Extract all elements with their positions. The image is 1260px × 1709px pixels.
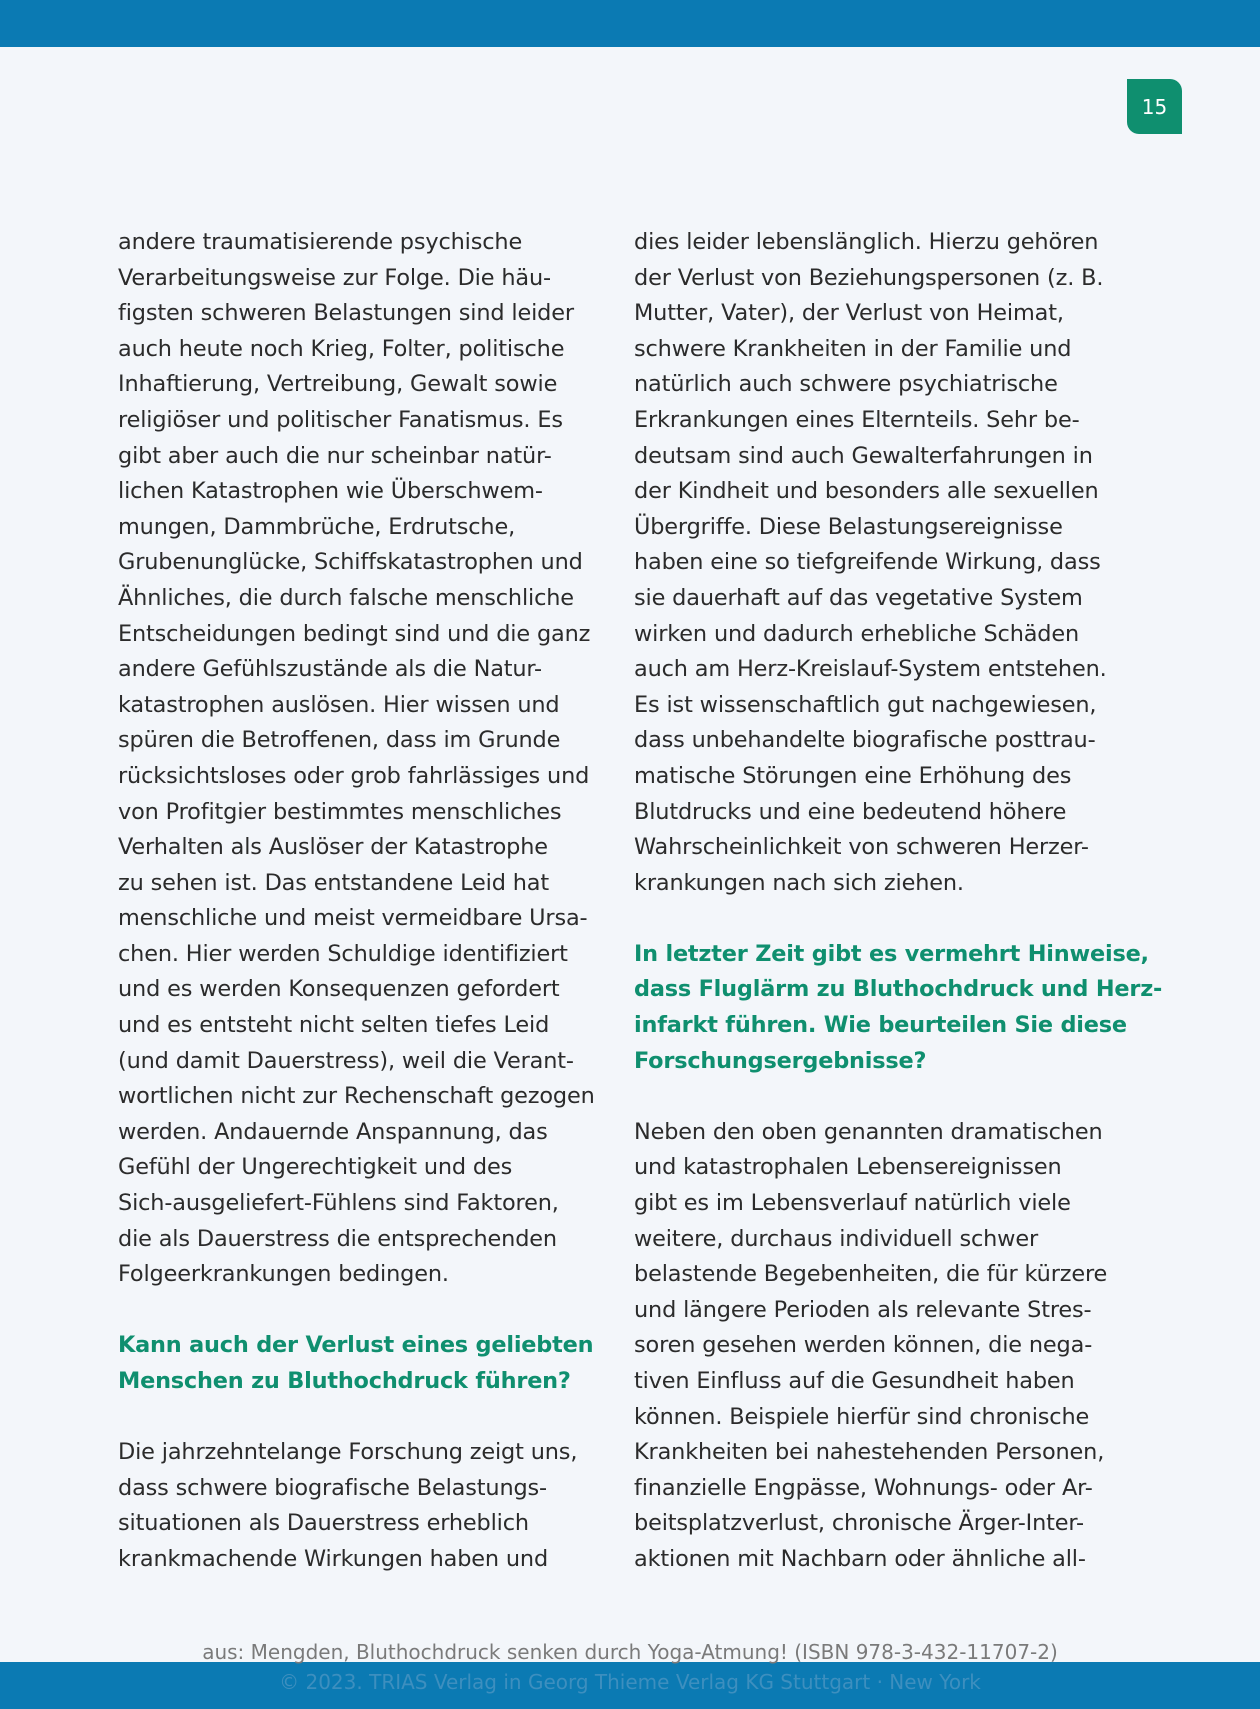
footer-source-citation: aus: Mengden, Bluthochdruck senken durch Yoga-Atmung! (ISBN 978-3-432-11707-2) bbox=[202, 1640, 1058, 1664]
left-paragraph-2: Die jahrzehntelange Forschung zeigt uns, dass schwere biografische Belastungs- situationen als Dauerstress erheblich krankmachende Wirkungen haben und bbox=[118, 1439, 578, 1572]
right-paragraph-1: dies leider lebenslänglich. Hierzu gehören der Verlust von Beziehungspersonen (z. B. Mutter, Vater), der Verlust von Heimat, schwere Krankheiten in der Familie und natürlich auch schwere psychiatrische Erkrankungen eines Elternteils. Sehr be- deutsam sind auch Gewalterfahrungen in der Kindheit und besonders alle sexuellen Übergriffe. Diese Belastungsereignisse haben eine so tiefgreifende Wirkung, dass sie dauerhaft auf das vegetative System wirken und dadurch erhebliche Schäden auch am Herz-Kreislauf-System entstehen. Es ist wissenschaftlich gut nachgewiesen, dass unbehandelte biografische posttrau- matische Störungen eine Erhöhung des Blutdrucks und eine bedeutend höhere Wahrscheinlichkeit von schweren Herzer- krankungen nach sich ziehen. bbox=[634, 229, 1107, 896]
page-number-badge bbox=[1127, 79, 1182, 134]
top-color-bar bbox=[0, 0, 1260, 47]
right-column bbox=[634, 225, 1163, 1578]
right-paragraph-2: Neben den oben genannten dramatischen und katastrophalen Lebensereignissen gibt es im Lebensverlauf natürlich viele weitere, durchaus individuell schwer belastende Begebenheiten, die für kürzere und längere Perioden als relevante Stres- soren gesehen werden können, die nega- tiven Einfluss auf die Gesundheit haben können. Beispiele hierfür sind chronische Krankheiten bei nahestehenden Personen, finanzielle Engpässe, Wohnungs- oder Ar- beitsplatzverlust, chronische Ärger-Inter- aktionen mit Nachbarn oder ähnliche all- bbox=[634, 1118, 1108, 1572]
left-paragraph-1: andere traumatisierende psychische Verarbeitungsweise zur Folge. Die häu- figsten schweren Belastungen sind leider auch heute noch Krieg, Folter, politische Inhaftierung, Vertreibung, Gewalt sowie religiöser und politischer Fanatismus. Es gibt aber auch die nur scheinbar natür- lichen Katastrophen wie Überschwem- mungen, Dammbrüche, Erdrutsche, Grubenunglücke, Schiffskatastrophen und Ähnliches, die durch falsche menschliche Entscheidungen bedingt sind und die ganz andere Gefühlszustände als die Natur- katastrophen auslösen. Hier wissen und spüren die Betroffenen, dass im Grunde rücksichtsloses oder grob fahrlässiges und von Profitgier bestimmtes menschliches Verhalten als Auslöser der Katastrophe zu sehen ist. Das entstandene Leid hat menschliche und meist vermeidbare Ursa- chen. Hier werden Schuldige identifiziert und es werden Konsequenzen gefordert und es entsteht nicht selten tiefes Leid (und damit Dauerstress), weil die Verant- wortlichen nicht zur Rechenschaft gezogen werden. Andauernde Anspannung, das Gefühl der Ungerechtigkeit und des Sich-ausgeliefert-Fühlens sind Faktoren, die als Dauerstress die entsprechenden Folgeerkrankungen bedingen. bbox=[118, 229, 595, 1288]
footer-copyright: © 2023. TRIAS Verlag in Georg Thieme Verlag KG Stuttgart · New York bbox=[279, 1670, 981, 1694]
right-question-heading: In letzter Zeit gibt es vermehrt Hinweise, dass Fluglärm zu Bluthochdruck und Herz- infarkt führen. Wie beurteilen Sie diese Forschungsergebnisse? bbox=[634, 940, 1163, 1074]
left-column bbox=[118, 225, 618, 1578]
page-number: 15 bbox=[1141, 94, 1168, 119]
left-question-heading: Kann auch der Verlust eines geliebten Menschen zu Bluthochdruck führen? bbox=[118, 1332, 594, 1394]
